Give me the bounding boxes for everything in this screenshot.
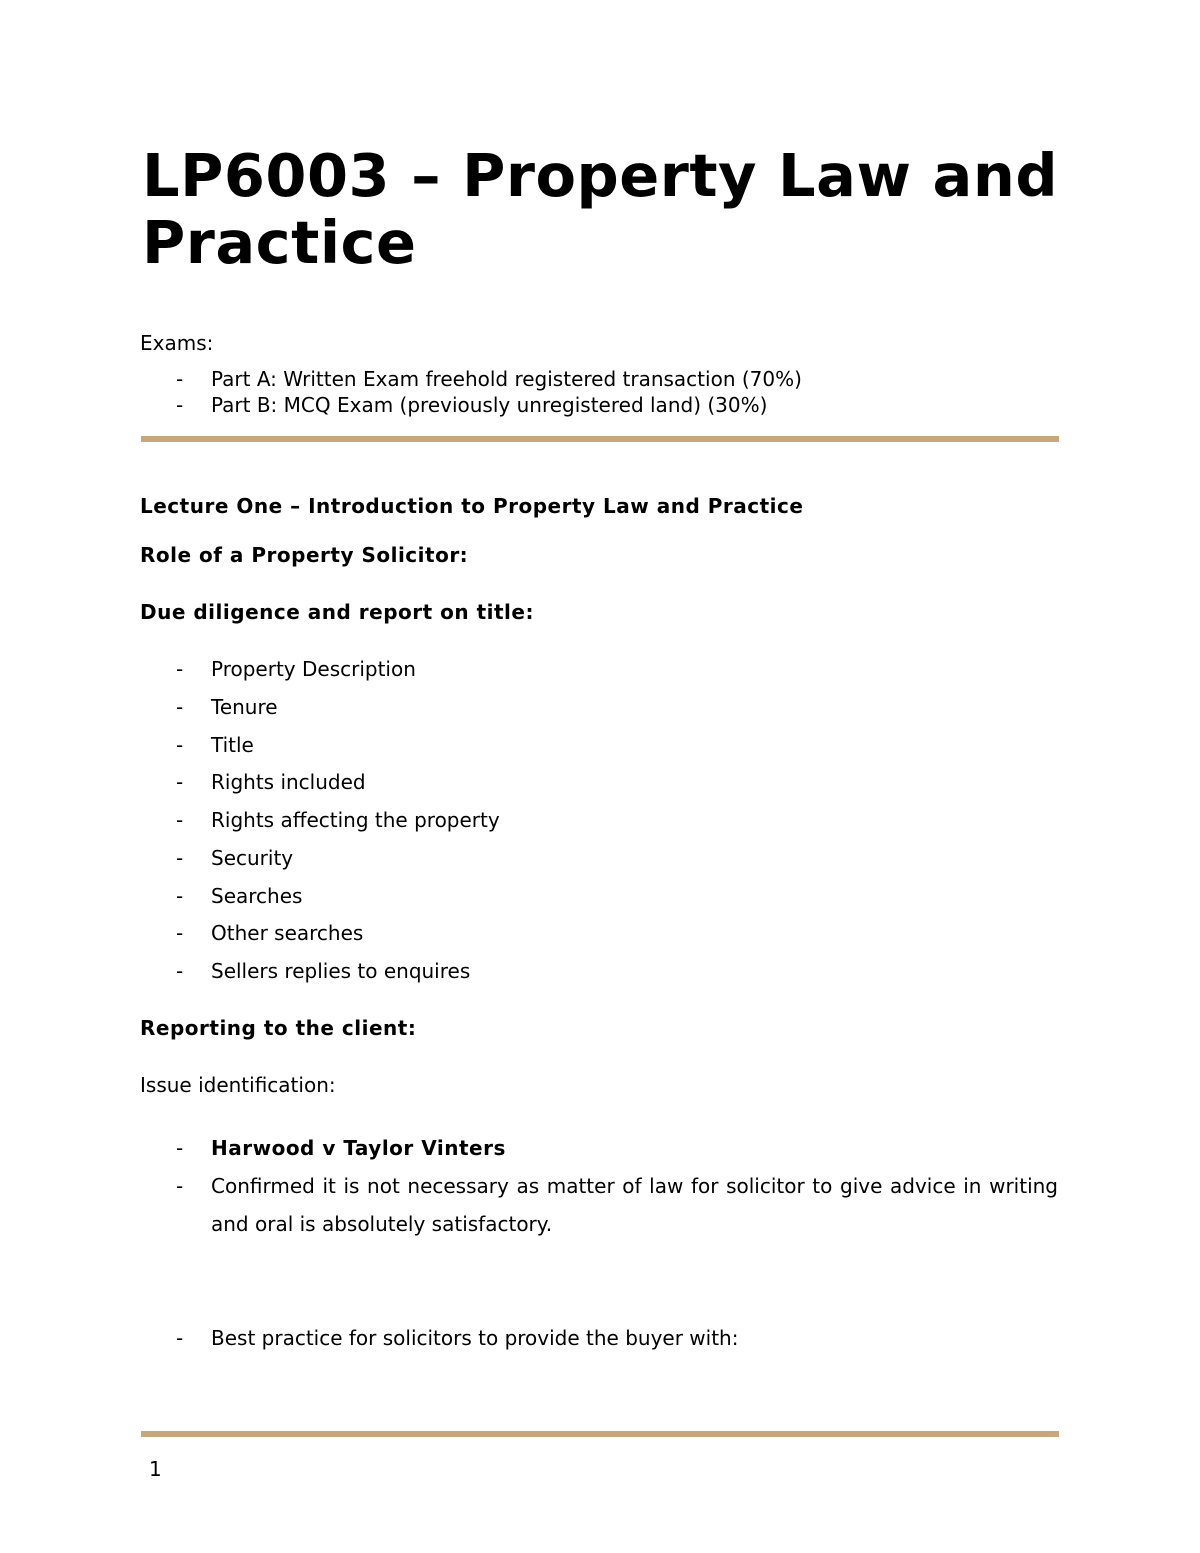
- list-item: [140, 1129, 1058, 1167]
- exam-part-b: Part B: MCQ Exam (previously unregistered land) (30%): [211, 393, 768, 417]
- list-item: [140, 769, 500, 807]
- list-item-text: Other searches: [211, 921, 364, 946]
- bullet-dash: -: [176, 1326, 184, 1350]
- list-item: [140, 845, 500, 883]
- best-practice-text: Best practice for solicitors to provide the buyer with:: [211, 1326, 739, 1350]
- section-divider-top: [141, 436, 1059, 442]
- bullet-dash: -: [176, 1136, 184, 1160]
- list-item: [140, 883, 500, 921]
- list-item-text: Security: [211, 845, 294, 870]
- exam-list: [140, 366, 802, 418]
- page-title: LP6003 – Property Law and Practice: [142, 141, 1059, 277]
- reporting-heading: Reporting to the client:: [140, 1016, 417, 1040]
- list-item: [140, 1319, 1058, 1357]
- case-name: Harwood v Taylor Vinters: [211, 1136, 506, 1160]
- due-diligence-list: [140, 656, 500, 996]
- list-item: [140, 1167, 1058, 1243]
- list-item-text: Rights affecting the property: [211, 808, 500, 832]
- bullet-dash: -: [176, 694, 184, 719]
- list-item-text: Title: [211, 732, 254, 757]
- bullet-dash: -: [176, 657, 184, 681]
- lecture-heading: Lecture One – Introduction to Property Law and Practice: [140, 494, 804, 518]
- footer-divider: [141, 1431, 1059, 1437]
- page-number: 1: [149, 1457, 162, 1481]
- bullet-dash: -: [176, 732, 184, 757]
- bullet-dash: -: [176, 959, 184, 983]
- list-item-text: Sellers replies to enquires: [211, 959, 471, 983]
- list-item-text: Searches: [211, 883, 303, 908]
- case-list: [140, 1129, 1058, 1357]
- list-item: [140, 958, 500, 996]
- bullet-dash: -: [176, 1174, 184, 1198]
- due-diligence-heading: Due diligence and report on title:: [140, 600, 534, 624]
- list-item-text: Property Description: [211, 657, 416, 681]
- bullet-dash: -: [176, 921, 184, 946]
- list-item: [140, 694, 500, 732]
- list-item: [140, 656, 500, 694]
- case-note: Confirmed it is not necessary as matter of law for solicitor to give advice in writing and oral is absolutely satisfactory.: [211, 1174, 1058, 1236]
- list-item: [140, 366, 802, 392]
- issue-identification-label: Issue identification:: [140, 1073, 336, 1097]
- list-item: [140, 920, 500, 958]
- bullet-dash: -: [176, 808, 184, 832]
- list-item-text: Rights included: [211, 770, 366, 795]
- bullet-dash: -: [176, 367, 184, 391]
- list-item: [140, 732, 500, 770]
- exams-label: Exams:: [140, 331, 214, 355]
- list-item-text: Tenure: [211, 694, 278, 719]
- list-item: [140, 392, 802, 418]
- bullet-dash: -: [176, 883, 184, 908]
- bullet-dash: -: [176, 845, 184, 870]
- list-item: [140, 807, 500, 845]
- bullet-dash: -: [176, 393, 184, 417]
- role-heading: Role of a Property Solicitor:: [140, 543, 469, 567]
- bullet-dash: -: [176, 770, 184, 795]
- exam-part-a: Part A: Written Exam freehold registered transaction (70%): [211, 367, 802, 391]
